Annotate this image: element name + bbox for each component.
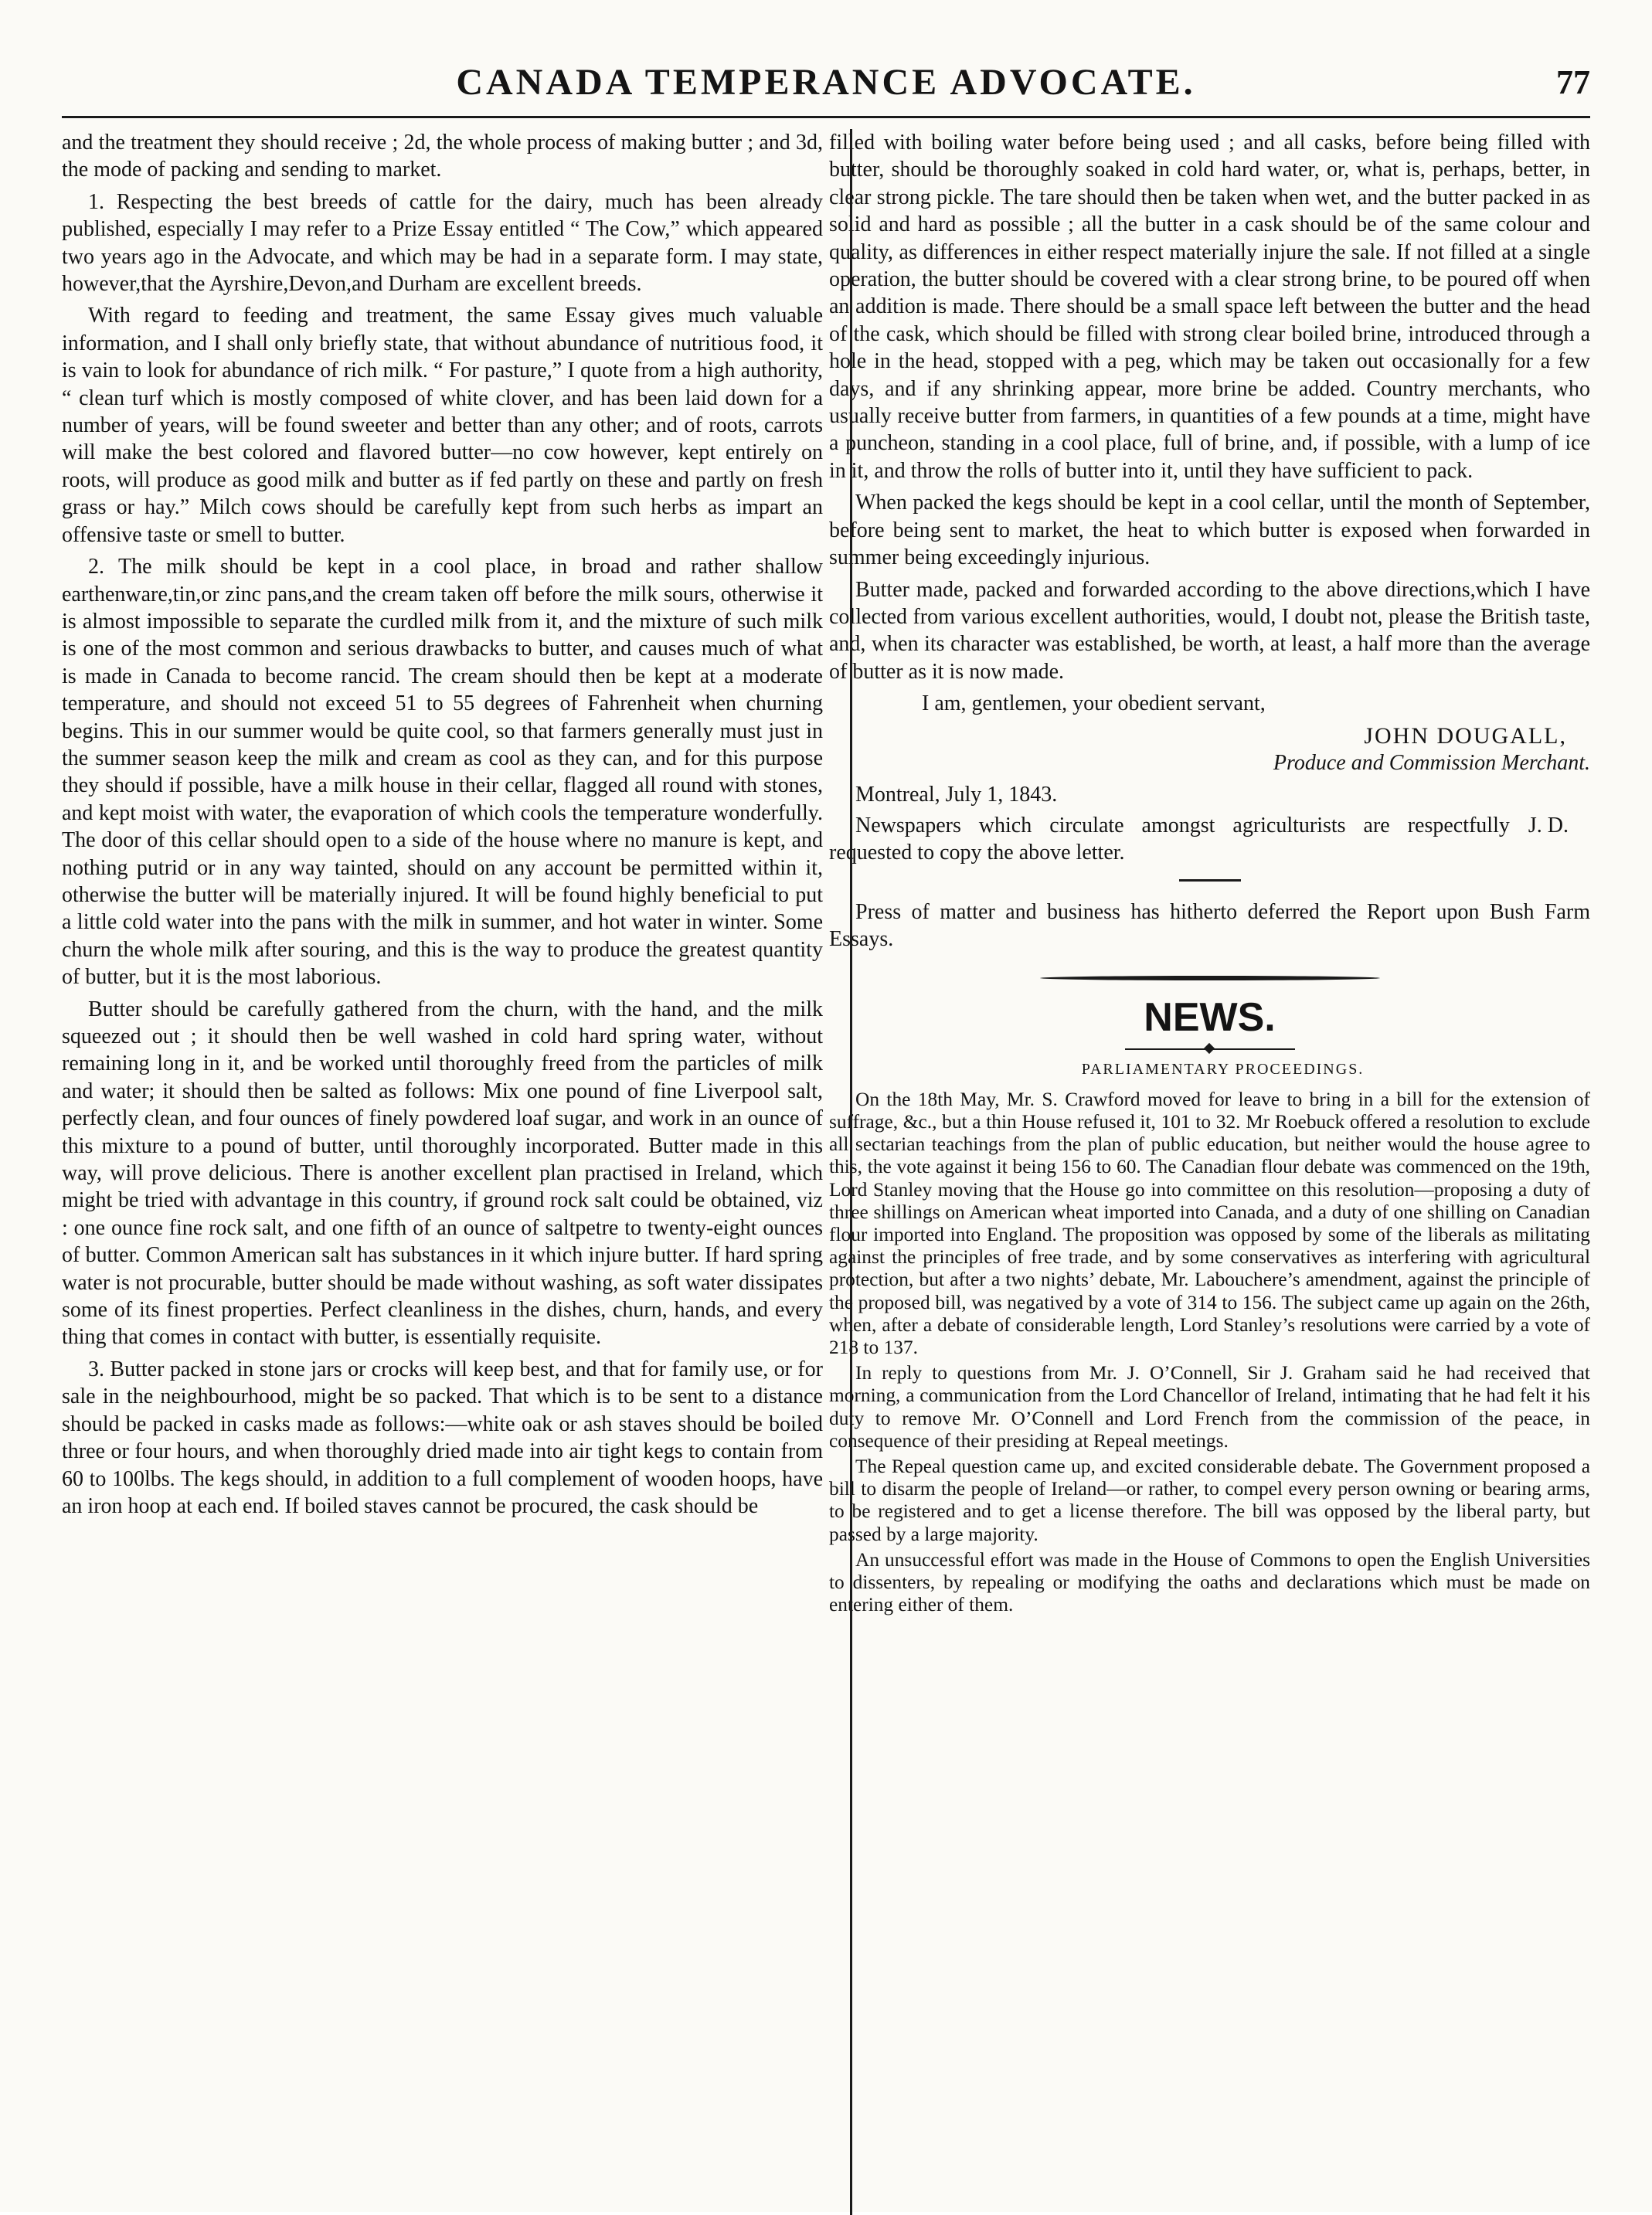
news-paragraph: An unsuccessful effort was made in the House of Commons to open the English Universities to dissenters, by repealing or modifying the oaths and declarations which must be made on entering either of them. [829, 1548, 1590, 1616]
publication-title: CANADA TEMPERANCE ADVOCATE. [456, 62, 1196, 103]
page-number: 77 [1556, 63, 1590, 101]
section-divider [1179, 879, 1241, 882]
diamond-divider [1125, 1048, 1295, 1050]
column-divider [850, 129, 852, 2215]
signature-title: Produce and Commission Merchant. [1273, 750, 1590, 775]
paragraph: and the treatment they should receive ; 2d, the whole process of making butter ; and 3d, the mode of packing and sending to market. [62, 131, 823, 182]
paragraph: 2. The milk should be kept in a cool place, in broad and rather shallow earthenware,tin,or zinc pans,and the cream taken off before the milk sours, otherwise it is almost impossible to separate the curdled milk from it, and the mixture of such milk is one of the most common and serious drawbacks to butter, and causes much of what is made in Canada to become rancid. The cream should then be kept at a moderate temperature, and should not exceed 51 to 55 degrees of Fahrenheit when churning begins. This in our summer would be quite cool, so that farmers generally must just in the summer season keep the milk and cream as cool as they can, and for this purpose they should if possible, have a milk house in their cellar, flagged all round with stones, and kept moist with water, the evaporation of which cools the temperature wonderfully. The door of this cellar should open to a side of the house where no manure is kept, and nothing putrid or in any way tainted, should on any account be permitted within it, otherwise the butter will be materially injured. It will be found highly beneficial to put a little cold water into the pans with the milk in summer, and hot water in winter. Some churn the whole milk after souring, and this is the way to produce the greatest quantity of butter, but it is the most laborious. [62, 555, 823, 990]
news-paragraph: In reply to questions from Mr. J. O’Connell, Sir J. Graham said he had received that morning, a communication from the Lord Chancellor of Ireland, intimating that he had felt it his duty to remove Mr. O’Connell and Lord French from the commission of the peace, in consequence of their presiding at Repeal meetings. [829, 1362, 1590, 1452]
paragraph: When packed the kegs should be kept in a cool cellar, until the month of September, before being sent to market, the heat to which butter is exposed when forwarded in summer being exceedingly injurious. [829, 491, 1590, 570]
paragraph: With regard to feeding and treatment, the same Essay gives much valuable information, and I shall only briefly state, that without abundance of nutritious food, it is vain to look for abundance of rich milk. “ For pasture,” I quote from a high authority, “ clean turf which is mostly composed of white clover, and has been laid down for a number of years, will be found sweeter and better than any other; and of roots, carrots will make the best colored and flavored butter—no cow however, kept entirely on roots, will produce as good milk and butter as if fed partly on these and partly on fresh grass or hay.” Milch cows should be carefully kept from such herbs as impart an offensive taste or smell to butter. [62, 304, 823, 547]
reprint-note-text: Newspapers which circulate amongst agriculturists are respectfully requested to copy the above letter. [829, 813, 1510, 865]
news-ornament-rule [1040, 976, 1380, 980]
left-column [62, 129, 823, 1619]
paragraph: 3. Butter packed in stone jars or crocks will keep best, and that for family use, or for sale in the neighbourhood, might be so packed. That which is to be sent to a distance should be packed in casks made as follows:—white oak or ash staves should be boiled three or four hours, and when thoroughly dried made into air tight kegs to contain from 60 to 100lbs. The kegs should, in addition to a full complement of wooden hoops, have an iron hoop at each end. If boiled staves cannot be procured, the cask should be [62, 1357, 823, 1518]
note-initials: J. D. [1528, 813, 1569, 837]
reprint-note [829, 812, 1590, 867]
news-section [829, 1089, 1590, 1617]
masthead [62, 56, 1590, 118]
paragraph: Butter should be carefully gathered from the churn, with the hand, and the milk squeezed out ; it should then be well washed in cold hard spring water, without remaining long in it, and be worked until thoroughly freed from the particles of milk and water; it should then be salted as follows: Mix one pound of fine Liverpool salt, perfectly clean, and four ounces of finely powdered loaf sugar, and work in an ounce of this mixture to a pound of butter, until thoroughly incorporated. Butter made in this way, will prove delicious. There is another excellent plan practised in Ireland, which might be tried with advantage in this country, if ground rock salt could be obtained, viz : one ounce fine rock salt, and one fifth of an ounce of saltpetre to twenty-eight ounces of butter. Common American salt has substances in it which injure butter. If hard spring water is not procurable, butter should be made without washing, as soft water dissipates some of its finest properties. Perfect cleanliness in the dishes, churn, hands, and every thing that comes in contact with butter, is essentially requisite. [62, 997, 823, 1350]
signature-name: JOHN DOUGALL, [1364, 722, 1567, 749]
news-paragraph: The Repeal question came up, and excited considerable debate. The Government proposed a bill to disarm the people of Ireland—or rather, to compel every person owning or bearing arms, to be registered and to get a license therefore. The bill was opposed by the liberal party, but passed by a large majority. [829, 1456, 1590, 1545]
paragraph: filled with boiling water before being used ; and all casks, before being filled with butter, should be thoroughly soaked in cold hard water, or, what is, perhaps, better, in clear strong pickle. The tare should then be taken when wet, and the butter packed in as solid and hard as possible ; all the butter in a cask should be of the same colour and quality, as differences in either respect materially injure the sale. If not filled at a single operation, the butter should be covered with a clear strong brine, to be poured off when an addition is made. There should be a small space left between the butter and the head of the cask, which should be filled with strong clear boiled brine, introduced through a hole in the head, stopped with a peg, which may be taken out occasionally for a few days, and if any shrinking appear, more brine be added. Country merchants, who usually receive butter from farmers, in quantities of a few pounds at a time, might have a puncheon, standing in a cool place, full of brine, and, if possible, with a lump of ice in it, and throw the rolls of butter into it, until they have sufficient to pack. [829, 131, 1590, 483]
paragraph: Butter made, packed and forwarded according to the above directions,which I have collected from various excellent authorities, would, I doubt not, please the British taste, and, when its character was established, be worth, at least, a half more than the average of butter as it is now made. [829, 577, 1590, 684]
news-subheading: PARLIAMENTARY PROCEEDINGS. [1081, 1061, 1365, 1079]
two-column-body [62, 129, 1590, 1619]
dateline: Montreal, July 1, 1843. [855, 783, 1058, 807]
letter-closing: I am, gentlemen, your obedient servant, [922, 691, 1266, 716]
news-heading: NEWS. [1144, 995, 1276, 1041]
paragraph: 1. Respecting the best breeds of cattle for the dairy, much has been already published, especially I may refer to a Prize Essay entitled “ The Cow,” which appeared two years ago in the Advocate, and which may be had in a separate form. I may state, however,that the Ayrshire,Devon,and Durham are excellent breeds. [62, 189, 823, 297]
editor-note: Press of matter and business has hitherto deferred the Report upon Bush Farm Essays. [829, 899, 1590, 951]
right-column [829, 129, 1590, 1619]
news-paragraph: On the 18th May, Mr. S. Crawford moved for leave to bring in a bill for the extension of suffrage, &c., but a thin House refused it, 101 to 32. Mr Roebuck offered a resolution to exclude all sectarian teachings from the plan of public education, but neither would the house agree to this, the vote against it being 156 to 60. The Canadian flour debate was commenced on the 19th, Lord Stanley moving that the House go into committee on this resolution—proposing a duty of three shillings on American wheat imported into Canada, and a duty of one shilling on Canadian flour imported into England. The proposition was opposed by some of the liberals as militating against the principles of free trade, and by some conservatives as interfering with agricultural protection, but after a two nights’ debate, Mr. Labouchere’s amendment, against the principle of the proposed bill, was negatived by a vote of 314 to 156. The subject came up again on the 26th, when, after a debate of considerable length, Lord Stanley’s resolutions were carried by a vote of 218 to 137. [829, 1088, 1590, 1359]
